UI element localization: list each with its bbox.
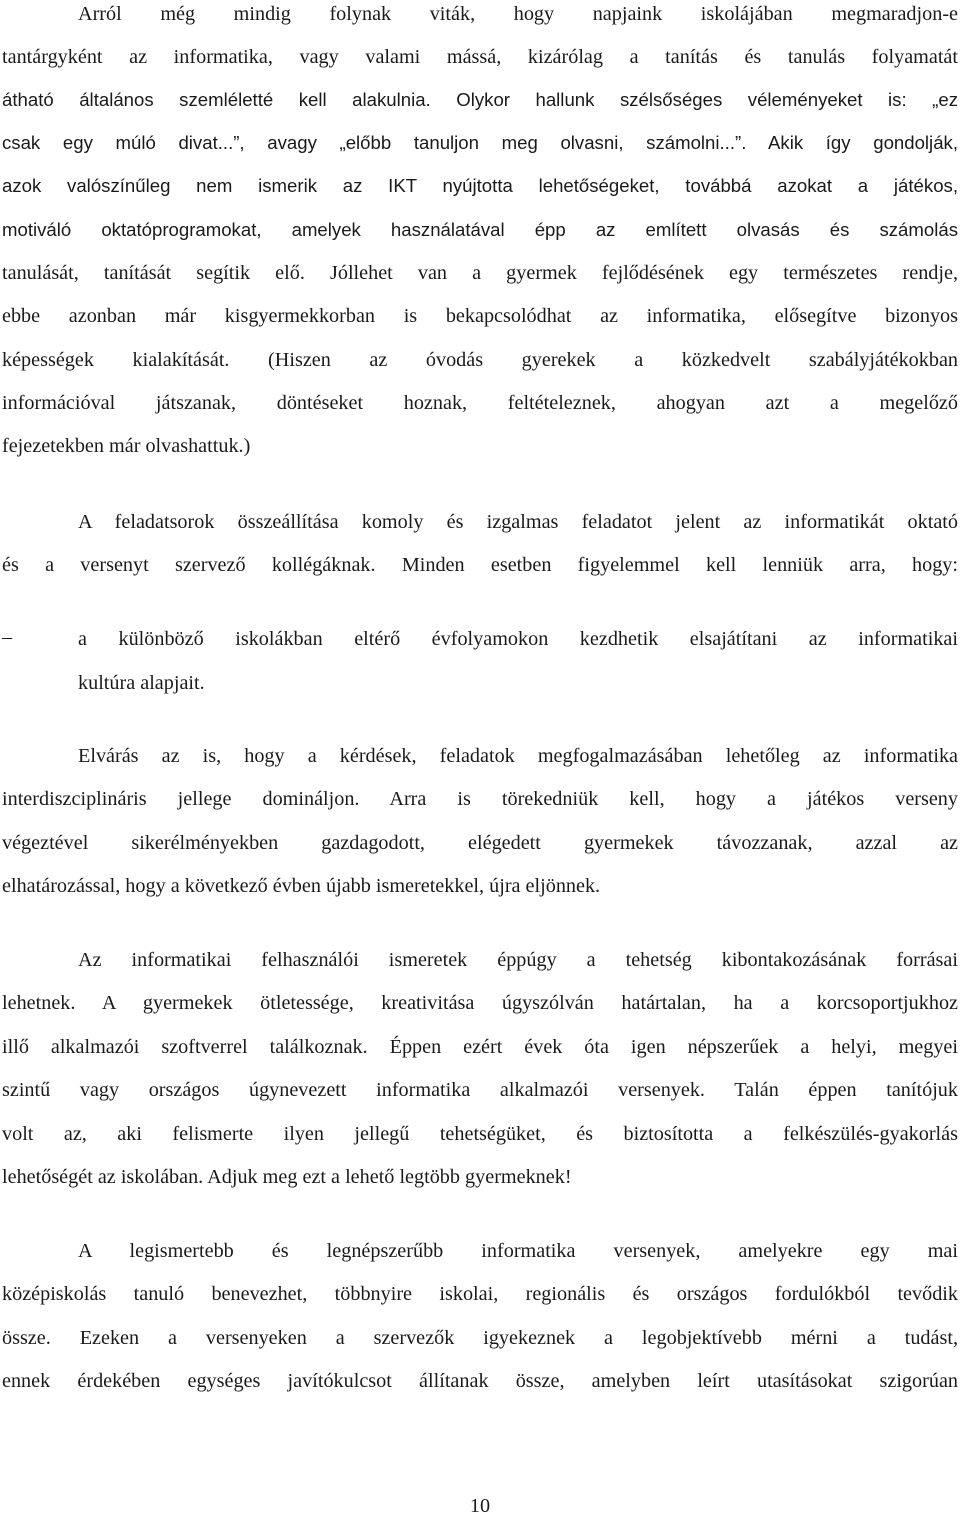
page-number: 10: [469, 1495, 491, 1517]
dash-bullet-marker: –: [2, 626, 13, 648]
text-line: interdiszciplináris jellege domináljon. Arra is törekedniük kell, hogy a játékos verseny: [2, 788, 958, 810]
text-line: össze. Ezeken a versenyeken a szervezők igyekeznek a legobjektívebb mérni a tudást,: [2, 1327, 958, 1349]
text-line: volt az, aki felismerte ilyen jellegű tehetségüket, és biztosította a felkészülés-gyakorlás: [2, 1123, 958, 1145]
text-line: fejezetekben már olvashattuk.): [2, 435, 251, 457]
text-line: illő alkalmazói szoftverrel találkoznak. Éppen ezért évek óta igen népszerűek a helyi, megyei: [2, 1036, 958, 1058]
text-line: ennek érdekében egységes javítókulcsot állítanak össze, amelyben leírt utasításokat szigorúan: [2, 1370, 958, 1392]
text-line: Elvárás az is, hogy a kérdések, feladatok megfogalmazásában lehetőleg az informatika: [78, 745, 958, 767]
text-line: kultúra alapjait.: [78, 672, 205, 694]
text-line: ebbe azonban már kisgyermekkorban is bekapcsolódhat az informatika, elősegítve bizonyos: [2, 305, 958, 327]
text-line: elhatározással, hogy a következő évben újabb ismeretekkel, újra eljönnek.: [2, 875, 601, 897]
text-line: és a versenyt szervező kollégáknak. Minden esetben figyelemmel kell lenniük arra, hogy:: [2, 554, 958, 576]
text-line: A legismertebb és legnépszerűbb informatika versenyek, amelyekre egy mai: [78, 1240, 958, 1262]
text-line: átható általános szemléletté kell alakulnia. Olykor hallunk szélsőséges véleményeket is: „ez: [2, 89, 958, 110]
text-line: csak egy múló divat...”, avagy „előbb tanuljon meg olvasni, számolni...”. Akik így gondolják,: [2, 132, 958, 153]
text-line: végeztével sikerélményekben gazdagodott, elégedett gyermekek távozzanak, azzal az: [2, 832, 958, 854]
text-line: tantárgyként az informatika, vagy valami mássá, kizárólag a tanítás és tanulás folyamatát: [2, 46, 958, 68]
text-line: képességek kialakítását. (Hiszen az óvodás gyerekek a közkedvelt szabályjátékokban: [2, 349, 958, 371]
text-line: információval játszanak, döntéseket hoznak, feltételeznek, ahogyan azt a megelőző: [2, 392, 958, 414]
text-line: A feladatsorok összeállítása komoly és izgalmas feladatot jelent az informatikát oktató: [78, 511, 958, 533]
text-line: lehetőségét az iskolában. Adjuk meg ezt a lehető legtöbb gyermeknek!: [2, 1166, 572, 1188]
text-line: tanulását, tanítását segítik elő. Jóllehet van a gyermek fejlődésének egy természetes rendje,: [2, 262, 958, 284]
text-line: Arról még mindig folynak viták, hogy napjaink iskolájában megmaradjon-e: [78, 3, 958, 25]
text-line: motiváló oktatóprogramokat, amelyek használatával épp az említett olvasás és számolás: [2, 219, 958, 240]
text-line: a különböző iskolákban eltérő évfolyamokon kezdhetik elsajátítani az informatikai: [78, 628, 958, 650]
text-line: Az informatikai felhasználói ismeretek éppúgy a tehetség kibontakozásának forrásai: [78, 949, 958, 971]
text-line: középiskolás tanuló benevezhet, többnyire iskolai, regionális és országos fordulókból tevődik: [2, 1283, 958, 1305]
text-line: azok valószínűleg nem ismerik az IKT nyújtotta lehetőségeket, továbbá azokat a játékos,: [2, 175, 958, 196]
text-line: lehetnek. A gyermekek ötletessége, kreativitása úgyszólván határtalan, ha a korcsoportjukhoz: [2, 992, 958, 1014]
text-line: szintű vagy országos úgynevezett informatika alkalmazói versenyek. Talán éppen tanítójuk: [2, 1079, 958, 1101]
